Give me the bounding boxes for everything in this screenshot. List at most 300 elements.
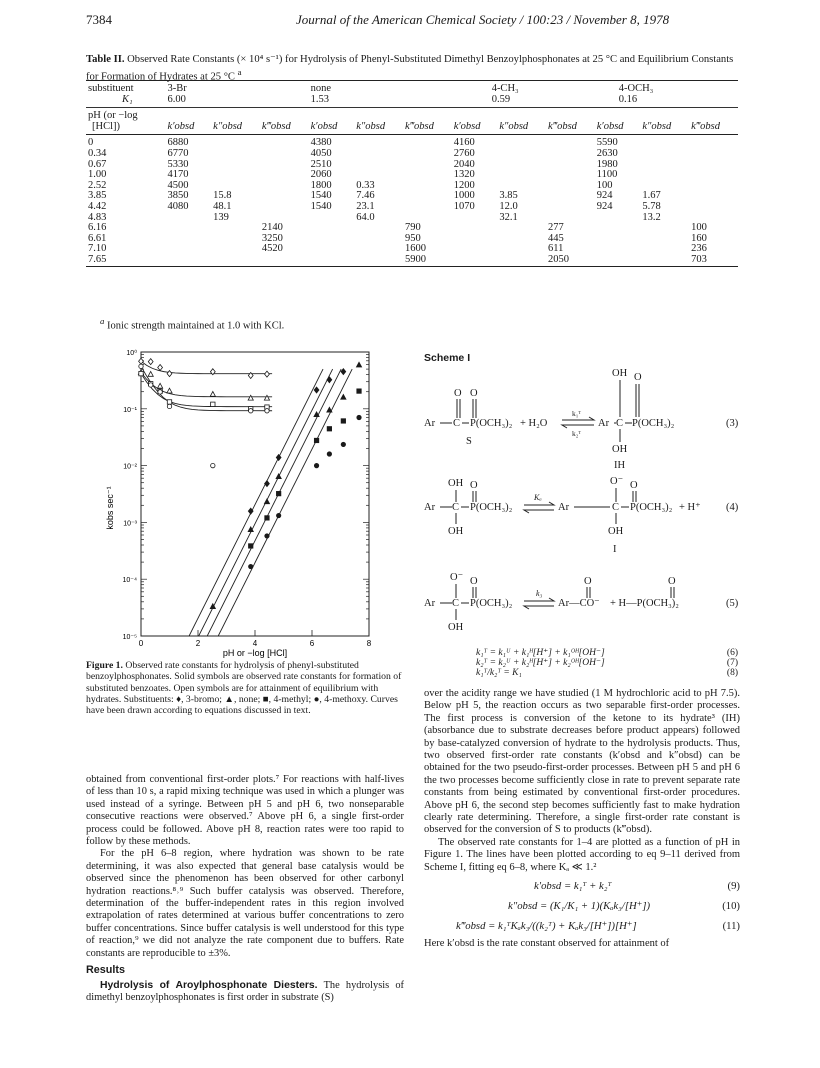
rate-cell xyxy=(354,234,403,245)
table-ph-row xyxy=(86,108,738,122)
rate-cell: 4380 xyxy=(310,137,332,149)
data-point-square xyxy=(167,400,171,404)
atom-o: O xyxy=(454,388,462,399)
data-point-circle xyxy=(249,564,253,568)
rate-cell xyxy=(211,234,260,245)
rate-cell: 64.0 xyxy=(356,211,375,223)
data-point-square xyxy=(249,544,253,548)
rate-cell: 1.67 xyxy=(642,190,661,202)
rate-cell xyxy=(403,135,452,149)
rate-cell xyxy=(260,202,309,213)
col-head: k″obsd xyxy=(213,120,243,132)
atom-c: C xyxy=(612,502,620,513)
rate-cell: 4050 xyxy=(310,147,332,159)
rate-cell xyxy=(260,149,309,160)
rate-cell xyxy=(497,170,546,181)
rate-cell: 2060 xyxy=(310,169,332,181)
rate-cell xyxy=(354,160,403,171)
rate-cell xyxy=(260,160,309,171)
data-point-square xyxy=(211,402,215,406)
eq8: k₁ᵀ/k₂ᵀ = K₁ xyxy=(476,668,522,678)
left-para-2: For the pH 6–8 region, where hydration was shown to be rate determining, it was also expected that general base catalysis would be observed since the phenomenon has been observed for other carbonyl hydration reactions.⁸˒⁹ Such buffer catalysis was observed. Therefore, determination of the buffer-independent rates in this region involved extrapolation of rates determined at various buffer concentrations to zero buffer concentrations. Since buffer catalysis is well understood for this type of reaction,⁹ we did not analyze the rate component due to buffers. Rate constants are reproducible to ±3%. xyxy=(86,848,404,959)
data-point-square xyxy=(341,419,345,423)
y-tick-label: 10⁰ xyxy=(126,350,137,357)
rate-cell xyxy=(403,160,452,171)
eq11-line xyxy=(424,916,740,936)
rate-cell: 703 xyxy=(691,253,707,265)
rate-cell xyxy=(452,223,498,234)
ph-cell: 0 xyxy=(88,137,94,149)
figure-caption-text: Observed rate constants for hydrolysis of phenyl-substituted benzoylphosphonates. Solid symbols are observed rate constants for formation of substituted benzoates. Open symbols are for attainment of equilibrium with hydrates. Substituents: ♦, 3-bromo; ▲, none; ■, 4-methyl; ●, 4-methoxy. Curves have been drawn according to equations discussed in text. xyxy=(86,660,402,717)
rate-cell xyxy=(546,149,595,160)
atom-o: O xyxy=(470,388,478,399)
rate-cell: 2040 xyxy=(453,158,475,170)
rate-cell: 4160 xyxy=(453,137,475,149)
eq6: k₁ᵀ = k₁ᵁ + k₁ᴴ[H⁺] + k₁ᴼᴴ[OH⁻] xyxy=(476,648,605,658)
rate-cell xyxy=(260,191,309,202)
rate-cell: 2630 xyxy=(596,147,618,159)
atom-o: O xyxy=(470,480,478,491)
rate-cell xyxy=(689,160,738,171)
rate-cell xyxy=(166,213,212,224)
rate-cell: 4520 xyxy=(261,243,283,255)
rate-cell: 160 xyxy=(691,232,707,244)
atom-oh: OH xyxy=(448,478,464,489)
ph-cell: 4.42 xyxy=(88,200,107,212)
col-head: k′obsd xyxy=(310,120,338,132)
figure-caption-label: Figure 1. xyxy=(86,660,123,671)
rate-cell: 445 xyxy=(548,232,564,244)
atom-ar: Ar xyxy=(424,598,436,609)
ph-cell: 0.34 xyxy=(88,147,107,159)
atom-o: O xyxy=(634,372,642,383)
atom-o-minus: O⁻ xyxy=(450,572,464,583)
eq10: k″obsd = (K₁/K₁ + 1)(Kₐk₃/[H⁺]) xyxy=(508,900,651,913)
col-head: k′obsd xyxy=(453,120,481,132)
rate-cell xyxy=(497,255,546,266)
k1-4ch3: 0.59 xyxy=(491,93,511,105)
rate-cell xyxy=(640,149,689,160)
col-head: k‴obsd xyxy=(404,120,434,132)
reaction-4 xyxy=(424,476,739,555)
k1-4och3: 0.16 xyxy=(618,93,638,105)
rate-cell xyxy=(452,234,498,245)
x-tick-label: 6 xyxy=(309,639,315,648)
rate-cell xyxy=(403,181,452,192)
eq7: k₂ᵀ = k₂ᵁ + k₂ᴴ[H⁺] + k₂ᴼᴴ[OH⁻] xyxy=(476,658,605,668)
reaction-3 xyxy=(424,368,739,471)
data-point-diamond xyxy=(148,359,153,365)
rate-cell xyxy=(309,223,355,234)
water: + H₂O xyxy=(520,418,548,429)
rate-cell xyxy=(309,234,355,245)
rate-cell xyxy=(260,255,309,266)
atom-o: O xyxy=(668,576,676,587)
carboxylate: Ar—CO⁻ xyxy=(558,598,600,609)
table-header-row xyxy=(86,81,738,95)
rate-cell xyxy=(640,223,689,234)
group-p-och3: P(OCH₃)₂ xyxy=(630,502,673,513)
eq7-num: (7) xyxy=(726,658,738,668)
section-title-results: Results xyxy=(86,964,126,977)
atom-oh: OH xyxy=(612,368,628,379)
rate-cell xyxy=(211,244,260,255)
ph-cell: 6.61 xyxy=(88,232,107,244)
rate-cell xyxy=(595,234,641,245)
rate-cell xyxy=(546,181,595,192)
data-point-circle xyxy=(148,383,152,387)
rate-cell xyxy=(497,234,546,245)
rate-cell: 5.78 xyxy=(642,200,661,212)
data-point-diamond xyxy=(158,365,163,371)
data-point-triangle xyxy=(148,371,153,376)
k1-none: 1.53 xyxy=(310,93,329,105)
atom-o: O xyxy=(470,576,478,587)
rate-cell: 950 xyxy=(404,232,421,244)
rate-cell: 236 xyxy=(691,243,707,255)
rate-cell: 139 xyxy=(213,211,229,223)
rate-cell: 0.33 xyxy=(356,179,375,191)
reaction-5 xyxy=(424,572,739,633)
rate-cell xyxy=(689,181,738,192)
data-point-triangle xyxy=(248,395,253,400)
rate-cell xyxy=(354,135,403,149)
k1-label: K₁ xyxy=(122,93,133,105)
ph-cell: 3.85 xyxy=(88,190,107,202)
data-point-diamond xyxy=(265,371,270,377)
atom-o: O xyxy=(584,576,592,587)
rate-cell xyxy=(546,191,595,202)
data-point-circle xyxy=(249,409,253,413)
rate-cell xyxy=(211,223,260,234)
atom-o: O xyxy=(630,480,638,491)
eq-number-4: (4) xyxy=(726,502,739,513)
rate-cell: 1540 xyxy=(310,200,332,212)
label-i: I xyxy=(613,544,617,555)
rate-cell xyxy=(260,181,309,192)
rate-cell: 2050 xyxy=(548,253,570,265)
data-point-diamond xyxy=(276,454,281,460)
rate-cell: 48.1 xyxy=(213,200,232,212)
table-caption-mark: a xyxy=(237,67,242,77)
rate-cell xyxy=(354,223,403,234)
left-para-3 xyxy=(86,980,404,1005)
data-point-square xyxy=(276,491,280,495)
rate-cell: 3250 xyxy=(261,232,283,244)
ph-cell: 6.16 xyxy=(88,222,107,234)
eq11-num: (11) xyxy=(722,920,740,933)
fit-curve xyxy=(141,366,272,410)
data-point-triangle xyxy=(264,395,269,400)
rate-cell: 1980 xyxy=(596,158,618,170)
atom-ar: Ar xyxy=(558,502,570,513)
table-caption-text: Observed Rate Constants (× 10⁴ s⁻¹) for Hydrolysis of Phenyl-Substituted Dimethyl Benzoylphosphonates at 25 °C and Equilibrium Constants for Formation of Hydrates at 25 °C xyxy=(86,54,734,83)
atom-c: C xyxy=(616,418,624,429)
data-point-circle xyxy=(265,534,269,538)
table-body xyxy=(86,135,738,266)
rate-cell: 5900 xyxy=(404,253,426,265)
rate-cell: 1540 xyxy=(310,190,332,202)
rate-cell: 2760 xyxy=(453,147,475,159)
col-head: k‴obsd xyxy=(548,120,577,132)
data-point-diamond xyxy=(327,377,332,383)
data-point-diamond xyxy=(314,387,319,393)
ph-cell: 1.00 xyxy=(88,169,107,181)
rate-cell xyxy=(595,244,641,255)
rate-cell xyxy=(595,223,641,234)
rate-cell xyxy=(403,170,452,181)
col-head: k″obsd xyxy=(642,120,672,132)
left-para-3-text: The hydrolysis of dimethyl benzoylphosphonates is first order in substrate (S) xyxy=(86,979,404,1003)
data-point-diamond xyxy=(265,481,270,487)
eq9-num: (9) xyxy=(727,880,740,893)
proton: + H⁺ xyxy=(679,502,701,513)
rate-cell xyxy=(497,223,546,234)
rate-cell xyxy=(689,170,738,181)
rate-cell xyxy=(689,149,738,160)
rate-cell xyxy=(640,160,689,171)
atom-oh: OH xyxy=(608,526,624,537)
y-tick-label: 10⁻³ xyxy=(123,520,137,528)
left-column xyxy=(86,774,404,1004)
rate-cell xyxy=(546,170,595,181)
k1t-label: k₁ᵀ xyxy=(572,409,582,418)
data-point-triangle xyxy=(356,362,361,367)
data-point-circle xyxy=(327,452,331,456)
atom-o-minus: O⁻ xyxy=(610,476,624,487)
rate-cell xyxy=(689,191,738,202)
data-point-square xyxy=(314,438,318,442)
table-caption-label: Table II. xyxy=(86,54,125,65)
table-row xyxy=(86,149,738,160)
rate-cell xyxy=(211,255,260,266)
subsection-title: Hydrolysis of Aroylphosphonate Diesters. xyxy=(100,979,318,991)
rate-cell: 1100 xyxy=(596,169,618,181)
footnote-text: Ionic strength maintained at 1.0 with KCl. xyxy=(107,320,285,332)
data-point-triangle xyxy=(167,388,172,393)
substituent-4ch3: 4-CH₃ xyxy=(491,83,519,94)
group-p-och3: P(OCH₃)₂ xyxy=(470,418,513,429)
rate-cell: 611 xyxy=(548,243,564,255)
data-point-triangle xyxy=(276,474,281,479)
right-column xyxy=(424,688,740,951)
rate-cell: 790 xyxy=(404,222,421,234)
right-para-3: Here k′obsd is the rate constant observed for attainment of xyxy=(424,938,670,950)
rate-cell: 1600 xyxy=(404,243,426,255)
rate-cell: 100 xyxy=(596,179,613,191)
rate-cell xyxy=(309,244,355,255)
col-head: k‴obsd xyxy=(261,120,291,132)
rate-cell xyxy=(403,149,452,160)
rate-cell xyxy=(689,135,738,149)
rate-cell xyxy=(546,202,595,213)
table-row xyxy=(86,135,738,149)
rate-cell xyxy=(309,255,355,266)
rate-cell: 4170 xyxy=(167,169,189,181)
data-point-circle xyxy=(341,442,345,446)
rate-cell: 100 xyxy=(691,222,707,234)
ka-label: Kₐ xyxy=(534,493,542,502)
eq9-line xyxy=(424,876,740,896)
ph-cell: 7.65 xyxy=(88,253,107,265)
x-tick-label: 0 xyxy=(138,639,144,648)
rate-cell xyxy=(166,255,212,266)
data-point-square xyxy=(327,427,331,431)
eq6-num: (6) xyxy=(726,648,738,658)
left-para-1: obtained from conventional first-order plots.⁷ For reactions with half-lives of less than 10 s, a rapid mixing technique was used in which a plunger was used instead of a syringe. Between pH 5 and pH 6, two nonseparable consecutive reactions were observed.⁷ Above pH 6, a single first-order process could be followed. Above pH 8, reaction rates were too rapid to follow by these methods. xyxy=(86,774,404,848)
figure-caption xyxy=(86,660,406,716)
data-point-circle xyxy=(357,415,361,419)
equations-6-8 xyxy=(476,648,738,678)
rate-cell xyxy=(640,135,689,149)
rate-cell: 23.1 xyxy=(356,200,375,212)
eq8-num: (8) xyxy=(726,668,738,678)
rate-cell: 277 xyxy=(548,222,564,234)
col-head: k″obsd xyxy=(356,120,386,132)
substituent-3br: 3-Br xyxy=(167,83,187,94)
y-axis-label: kobs sec⁻¹ xyxy=(105,486,115,530)
label-ih: IH xyxy=(614,460,626,471)
substituent-4och3: 4-OCH₃ xyxy=(618,83,654,94)
rate-cell xyxy=(260,170,309,181)
rate-cell: 4080 xyxy=(167,200,189,212)
rate-cell: 1800 xyxy=(310,179,332,191)
atom-c: C xyxy=(452,598,460,609)
rate-cell xyxy=(354,255,403,266)
atom-ar: Ar xyxy=(424,418,436,429)
data-point-diamond xyxy=(341,369,346,375)
group-p-och3: P(OCH₃)₂ xyxy=(470,502,513,513)
atom-oh: OH xyxy=(612,444,628,455)
substituent-none: none xyxy=(310,83,332,94)
data-point-square xyxy=(139,371,143,375)
rate-cell: 6770 xyxy=(167,147,189,159)
eq11: k‴obsd = k₁ᵀKₐk₃/((k₂ᵀ) + Kₐk₃/[H⁺])[H⁺] xyxy=(456,920,637,933)
data-point-triangle xyxy=(327,407,332,412)
data-point-triangle xyxy=(341,394,346,399)
rate-cell xyxy=(211,135,260,149)
rate-cell xyxy=(166,223,212,234)
x-tick-label: 8 xyxy=(366,639,372,648)
k1-3br: 6.00 xyxy=(167,93,186,105)
table-k1-row xyxy=(86,95,738,108)
group-p-och3: P(OCH₃)₂ xyxy=(470,598,513,609)
rate-cell xyxy=(403,202,452,213)
ph-cell: 4.83 xyxy=(88,211,107,223)
rate-cell xyxy=(640,234,689,245)
substituent-label: substituent xyxy=(88,83,134,94)
col-head: k′obsd xyxy=(167,120,195,132)
rate-cell: 15.8 xyxy=(213,190,232,202)
rate-cell: 924 xyxy=(596,200,613,212)
fit-line xyxy=(207,369,341,636)
label-s: S xyxy=(466,436,472,447)
journal-header: Journal of the American Chemical Society / 100:23 / November 8, 1978 xyxy=(296,12,670,27)
y-tick-label: 10⁻² xyxy=(123,463,137,471)
x-tick-label: 2 xyxy=(195,639,201,648)
rate-cell xyxy=(166,244,212,255)
rate-cell xyxy=(211,170,260,181)
k3-label: k₃ xyxy=(536,589,543,598)
x-tick-label: 4 xyxy=(252,639,258,648)
rate-cell: 2510 xyxy=(310,158,332,170)
y-tick-label: 10⁻⁴ xyxy=(122,577,137,585)
rate-cell xyxy=(497,135,546,149)
rate-cell: 4500 xyxy=(167,179,189,191)
atom-ar: Ar xyxy=(424,502,436,513)
col-head: k″obsd xyxy=(499,120,529,132)
atom-oh: OH xyxy=(448,622,464,633)
rate-cell xyxy=(595,213,641,224)
rate-cell xyxy=(211,149,260,160)
table-colhead-row xyxy=(86,122,738,135)
rate-cell xyxy=(546,135,595,149)
data-point-triangle xyxy=(157,383,162,388)
scheme-1-reactions xyxy=(424,362,744,648)
y-tick-label: 10⁻⁵ xyxy=(122,634,137,641)
table-row xyxy=(86,202,738,213)
ph-cell: 2.52 xyxy=(88,179,107,191)
rate-cell: 32.1 xyxy=(499,211,518,223)
scheme-title: Scheme I xyxy=(424,352,471,364)
rate-cell: 1070 xyxy=(453,200,475,212)
ph-label-1: pH (or −log xyxy=(88,110,138,122)
rate-cell xyxy=(640,170,689,181)
eq-number-3: (3) xyxy=(726,418,739,429)
eq-number-5: (5) xyxy=(726,598,739,609)
rate-cell xyxy=(309,213,355,224)
fit-line xyxy=(189,369,323,636)
rate-cell xyxy=(452,255,498,266)
data-point-diamond xyxy=(139,358,144,364)
data-point-circle xyxy=(265,409,269,413)
page-number: 7384 xyxy=(86,12,112,27)
rate-cell: 1000 xyxy=(453,190,475,202)
col-head: k‴obsd xyxy=(691,120,720,132)
right-para-2: The observed rate constants for 1–4 are plotted as a function of pH in Figure 1. The lines have been plotted according to eq 9–11 derived from Scheme I, fitting eq 6–8, where Kₐ ≪ 1.² xyxy=(424,836,740,873)
rate-cell xyxy=(640,255,689,266)
rate-cell xyxy=(497,149,546,160)
data-point-circle xyxy=(158,390,162,394)
rate-cell: 3850 xyxy=(167,190,189,202)
right-para-1: over the acidity range we have studied (1 M hydrochloric acid to pH 7.5). Below pH 5, the reaction occurs as two separable first-order processes. The first process is conversion of the ketone to its hydrate³ (IH) (absorbance due to substrate decreases before product appears) followed by base-catalyzed conversion of hydrate to the hydrolysis products. Thus, two observed first-order rate constants (k′obsd and k″obsd) can be obtained for the two pseudo-first-order processes. Between pH 5 and pH 6 the two processes become sufficiently close in rate to prevent separate rate constants from being estimated by conventional first-order procedures. Above pH 6, the second step becomes sufficiently fast to make hydration clearly rate determining. Therefore, a single first-order rate constant is observed for the conversion of S to products (k‴obsd). xyxy=(424,688,740,836)
k2t-label: k₂ᵀ xyxy=(572,429,582,438)
data-point-circle xyxy=(211,463,215,467)
rate-cell xyxy=(546,160,595,171)
fit-line xyxy=(218,369,352,636)
rate-cell xyxy=(354,244,403,255)
x-axis-label: pH or −log [HCl] xyxy=(222,648,288,658)
rate-cell: 5590 xyxy=(596,137,618,149)
rate-cell: 6880 xyxy=(167,137,189,149)
group-p-och3: P(OCH₃)₂ xyxy=(632,418,675,429)
phosphite: + H—P(OCH₃)₂ xyxy=(610,598,679,609)
rate-constants-table xyxy=(86,80,738,268)
rate-cell: 12.0 xyxy=(499,200,518,212)
rate-cell xyxy=(497,244,546,255)
data-point-circle xyxy=(139,364,143,368)
rate-cell: 924 xyxy=(596,190,613,202)
ph-cell: 7.10 xyxy=(88,243,107,255)
col-head: k′obsd xyxy=(596,120,624,132)
data-point-square xyxy=(357,389,361,393)
data-point-circle xyxy=(167,404,171,408)
eq10-line xyxy=(424,896,740,916)
atom-c: C xyxy=(453,418,461,429)
rate-cell xyxy=(211,160,260,171)
rate-cell xyxy=(497,160,546,171)
rate-cell xyxy=(452,244,498,255)
